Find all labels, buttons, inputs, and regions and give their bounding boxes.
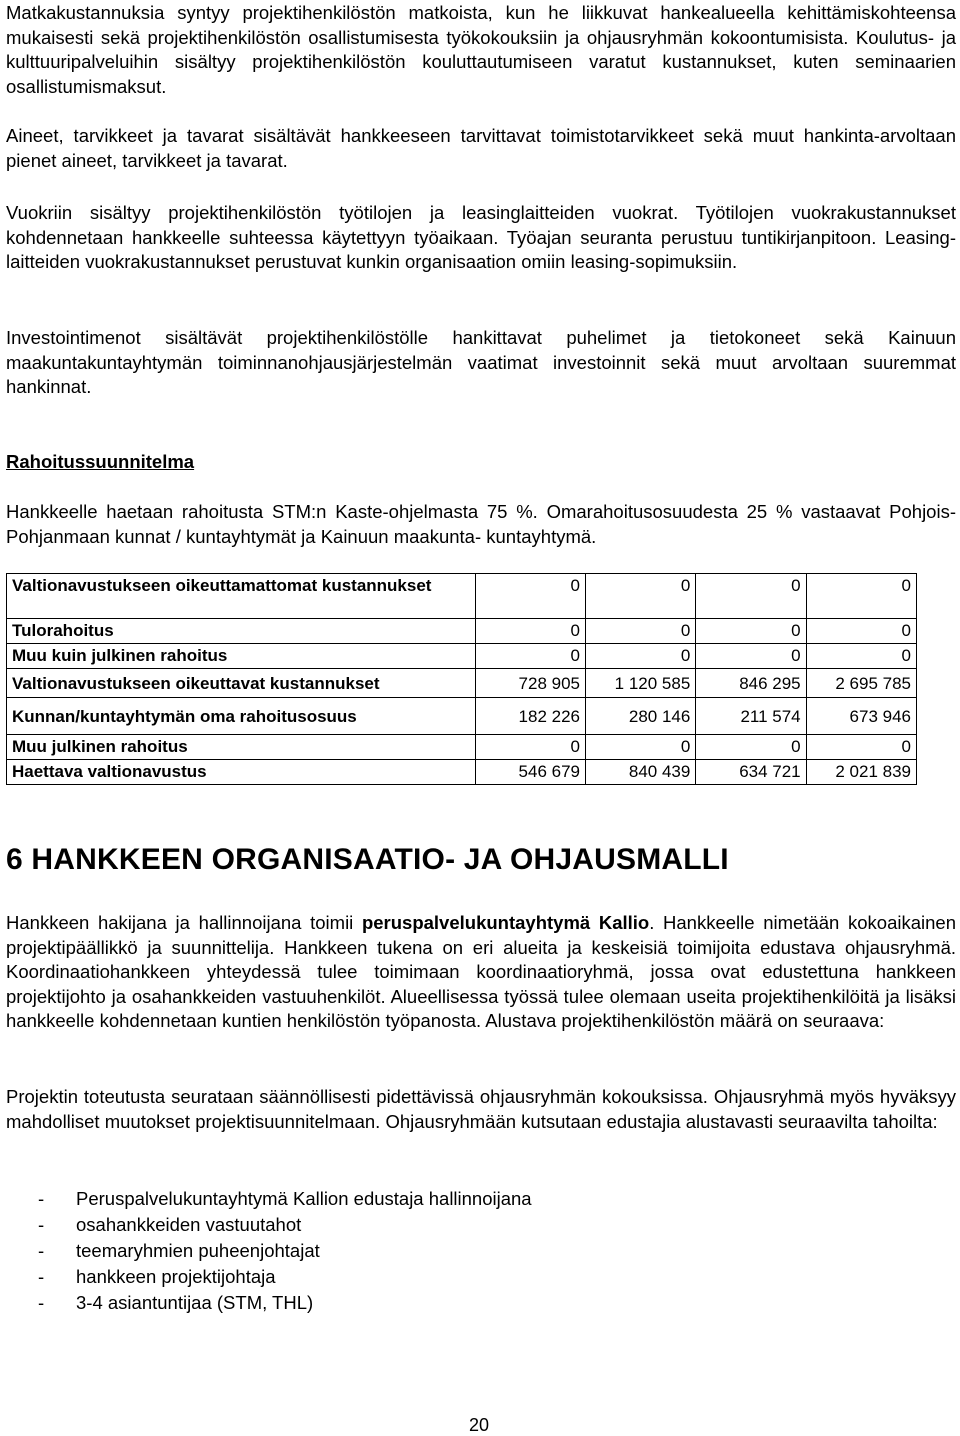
table-row xyxy=(7,760,917,785)
paragraph-travel-costs xyxy=(6,1,956,99)
dash-marker: - xyxy=(38,1214,45,1235)
cell-value: 0 xyxy=(696,619,806,644)
cell-value: 0 xyxy=(475,644,585,669)
paragraph-text: Investointimenot sisältävät projektihenkilöstölle hankittavat puhelimet ja tietokoneet sekä Kainuun maakuntakuntayhtymän toiminnanohjausjärjestelmän vaatimat investoinnit sekä muut arvoltaan suuremmat hankinnat. xyxy=(6,327,956,397)
cell-value: 0 xyxy=(585,644,695,669)
cell-value: 0 xyxy=(806,619,916,644)
cell-value: 2 021 839 xyxy=(806,760,916,785)
row-label: Muu kuin julkinen rahoitus xyxy=(7,644,476,669)
cell-value: 1 120 585 xyxy=(585,669,695,698)
funding-table xyxy=(6,573,917,785)
cell-value: 634 721 xyxy=(696,760,806,785)
cell-value: 0 xyxy=(585,574,695,619)
dash-marker: - xyxy=(38,1292,45,1313)
funding-heading: Rahoitussuunnitelma xyxy=(6,451,195,472)
cell-value: 0 xyxy=(696,644,806,669)
dash-marker: - xyxy=(38,1188,45,1209)
cell-value: 846 295 xyxy=(696,669,806,698)
cell-value: 0 xyxy=(475,574,585,619)
cell-value: 840 439 xyxy=(585,760,695,785)
row-label: Valtionavustukseen oikeuttavat kustannukset xyxy=(7,669,476,698)
table-row xyxy=(7,735,917,760)
list-item-text: osahankkeiden vastuutahot xyxy=(76,1214,302,1235)
paragraph-text: Matkakustannuksia syntyy projektihenkilöstön matkoista, kun he liikkuvat hankealueella kehittämiskohteensa mukaisesti sekä projektihenkilöstön osallistumisesta työkokouksiin ja ohjausryhmän kokoontumisista. Koulutus- ja kulttuuripalveluihin sisältyy projektihenkilöstön kouluttautumiseen varatut kustannukset, kuten seminaarien osallistumismaksut. xyxy=(6,2,956,97)
cell-value: 0 xyxy=(806,644,916,669)
steering-group-list xyxy=(6,1186,532,1316)
paragraph-investments xyxy=(6,326,956,400)
paragraph-text: Hankkeelle haetaan rahoitusta STM:n Kaste-ohjelmasta 75 %. Omarahoitusosuudesta 25 % vastaavat Pohjois-Pohjanmaan kunnat / kuntayhtymät ja Kainuun maakunta- kuntayhtymä. xyxy=(6,501,956,547)
cell-value: 280 146 xyxy=(585,698,695,735)
table-row xyxy=(7,574,917,619)
cell-value: 0 xyxy=(475,735,585,760)
list-item-text: teemaryhmien puheenjohtajat xyxy=(76,1240,320,1261)
list-item-text: Peruspalvelukuntayhtymä Kallion edustaja hallinnoijana xyxy=(76,1188,532,1209)
paragraph-text: Vuokriin sisältyy projektihenkilöstön työtilojen ja leasinglaitteiden vuokrat. Työtilojen vuokrakustannukset kohdennetaan hankkeelle suhteessa käytettyyn työaikaan. Työajan seuranta perustuu tuntikirjanpitoon. Leasing-laitteiden vuokrakustannukset perustuvat kunkin organisaation omiin leasing-sopimuksiin. xyxy=(6,202,956,272)
table-row xyxy=(7,669,917,698)
text-run: Hankkeen hakijana ja hallinnoijana toimii xyxy=(6,912,362,933)
paragraph-organisation xyxy=(6,911,956,1034)
section-heading: 6 HANKKEEN ORGANISAATIO- JA OHJAUSMALLI xyxy=(6,843,729,876)
organisation-name: peruspalvelukuntayhtymä Kallio xyxy=(361,912,650,933)
cell-value: 0 xyxy=(585,619,695,644)
page-number: 20 xyxy=(469,1415,490,1435)
cell-value: 0 xyxy=(806,574,916,619)
paragraph-text: Projektin toteutusta seurataan säännöllisesti pidettävissä ohjausryhmän kokouksissa. Ohjausryhmä myös hyväksyy mahdolliset muutokset projektisuunnitelmaan. Ohjausryhmään kutsutaan edustajia alustavasti seuraavilta tahoilta: xyxy=(6,1086,956,1132)
table-row xyxy=(7,619,917,644)
table-row xyxy=(7,698,917,735)
cell-value: 0 xyxy=(585,735,695,760)
cell-value: 182 226 xyxy=(475,698,585,735)
row-label: Haettava valtionavustus xyxy=(7,760,476,785)
list-item xyxy=(6,1264,532,1290)
paragraph-steering xyxy=(6,1085,956,1134)
list-item xyxy=(6,1212,532,1238)
cell-value: 211 574 xyxy=(696,698,806,735)
row-label: Kunnan/kuntayhtymän oma rahoitusosuus xyxy=(7,698,476,735)
cell-value: 0 xyxy=(696,735,806,760)
list-item-text: hankkeen projektijohtaja xyxy=(76,1266,276,1287)
cell-value: 728 905 xyxy=(475,669,585,698)
list-item xyxy=(6,1186,532,1212)
cell-value: 546 679 xyxy=(475,760,585,785)
cell-value: 673 946 xyxy=(806,698,916,735)
row-label: Valtionavustukseen oikeuttamattomat kustannukset xyxy=(7,574,476,619)
paragraph-text xyxy=(6,911,956,1034)
text-run: . Hankkeelle nimetään kokoaikainen projektipäällikkö ja suunnittelija. Hankkeen tukena on eri alueita ja keskeisiä toimijoita edustava ohjausryhmä. Koordinaatiohankkeen yhteydessä tulee toimimaan koordinaatioryhmä, jossa ovat edustettuna hankkeen projektijohto ja osahankkeiden vastuuhenkilöt. Alueellisessa työssä tulee olemaan useita projektihenkilöitä ja lisäksi hankkeelle kohdennetaan kuntien henkilöstön työpanosta. Alustava projektihenkilöstön määrä on seuraava: xyxy=(6,912,956,1031)
cell-value: 0 xyxy=(806,735,916,760)
list-item-text: 3-4 asiantuntijaa (STM, THL) xyxy=(76,1292,314,1313)
dash-marker: - xyxy=(38,1266,45,1287)
paragraph-rents xyxy=(6,201,956,275)
paragraph-funding xyxy=(6,500,956,549)
cell-value: 2 695 785 xyxy=(806,669,916,698)
paragraph-supplies xyxy=(6,124,956,173)
row-label: Tulorahoitus xyxy=(7,619,476,644)
table-row xyxy=(7,644,917,669)
dash-marker: - xyxy=(38,1240,45,1261)
paragraph-text: Aineet, tarvikkeet ja tavarat sisältävät hankkeeseen tarvittavat toimistotarvikkeet sekä muut hankinta-arvoltaan pienet aineet, tarvikkeet ja tavarat. xyxy=(6,125,956,171)
list-item xyxy=(6,1238,532,1264)
cell-value: 0 xyxy=(696,574,806,619)
cell-value: 0 xyxy=(475,619,585,644)
row-label: Muu julkinen rahoitus xyxy=(7,735,476,760)
list-item xyxy=(6,1290,532,1316)
